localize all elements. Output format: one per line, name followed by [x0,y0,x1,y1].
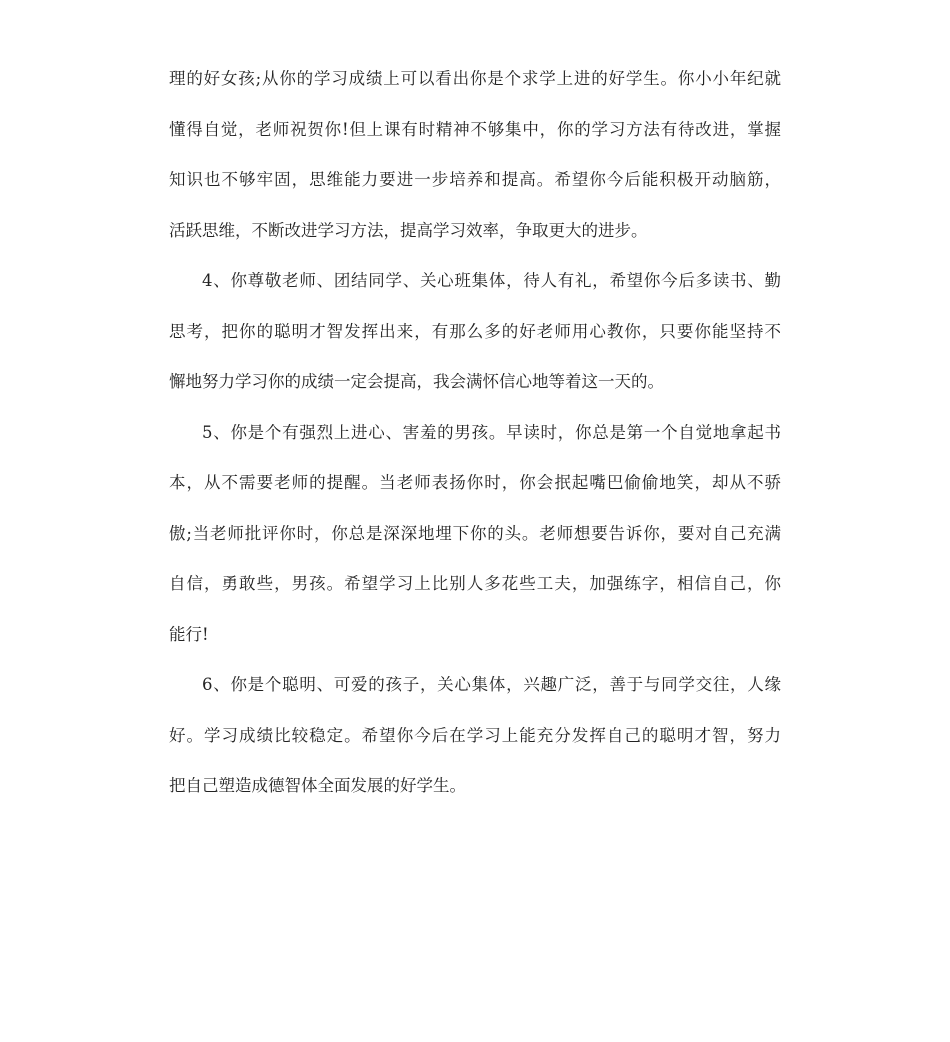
text-line: 知识也不够牢固，思维能力要进一步培养和提高。希望你今后能积极开动脑筋， [169,170,781,189]
text-line: 能行! [169,624,209,644]
text-line: 6、你是个聪明、可爱的孩子，关心集体，兴趣广泛，善于与同学交往，人缘 [202,675,781,694]
text-line: 5、你是个有强烈上进心、害羞的男孩。早读时，你总是第一个自觉地拿起书 [202,422,781,442]
text-line: 懂得自觉，老师祝贺你!但上课有时精神不够集中，你的学习方法有待改进，掌握 [169,119,781,139]
document-body [169,54,781,812]
text-line: 自信，勇敢些，男孩。希望学习上比别人多花些工夫，加强练字，相信自己，你 [169,574,781,593]
text-line: 好。学习成绩比较稳定。希望你今后在学习上能充分发挥自己的聪明才智，努力 [169,725,781,745]
paragraph-6 [169,660,781,812]
paragraph-5 [169,408,781,661]
text-line: 思考，把你的聪明才智发挥出来，有那么多的好老师用心教你，只要你能坚持不 [169,321,781,341]
paragraph-4 [169,256,781,408]
text-line: 本，从不需要老师的提醒。当老师表扬你时，你会抿起嘴巴偷偷地笑，却从不骄 [169,473,781,492]
text-line: 4、你尊敬老师、团结同学、关心班集体，待人有礼，希望你今后多读书、勤 [202,271,781,290]
paragraph-3-continuation [169,54,781,256]
text-line: 傲;当老师批评你时，你总是深深地埋下你的头。老师想要告诉你，要对自己充满 [169,523,781,543]
text-line: 活跃思维，不断改进学习方法，提高学习效率，争取更大的进步。 [169,220,648,240]
text-line: 懈地努力学习你的成绩一定会提高，我会满怀信心地等着这一天的。 [169,372,664,391]
text-line: 把自己塑造成德智体全面发展的好学生。 [169,776,466,795]
text-line: 理的好女孩;从你的学习成绩上可以看出你是个求学上进的好学生。你小小年纪就 [169,69,781,88]
